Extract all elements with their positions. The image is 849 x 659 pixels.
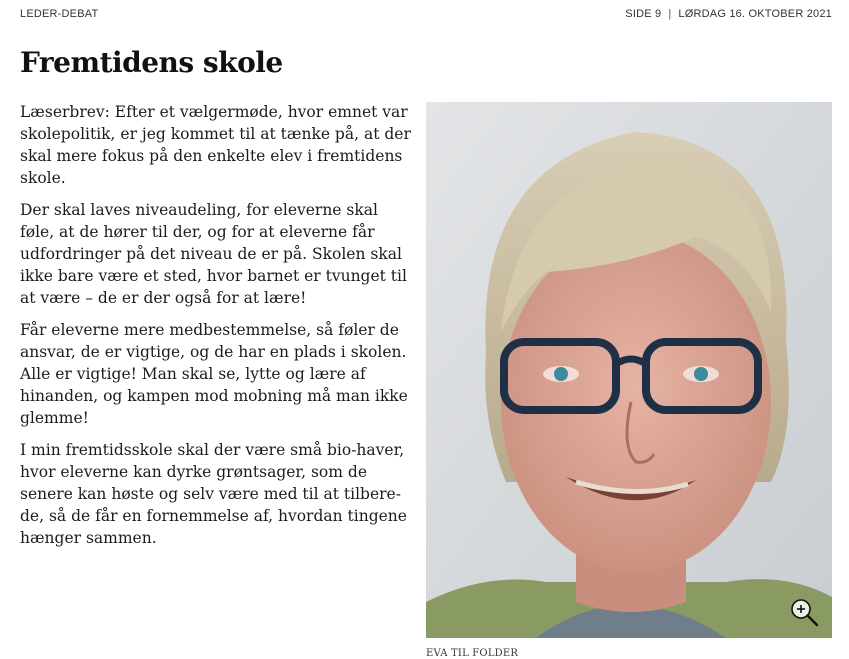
- page-info: [625, 8, 832, 20]
- article-paragraph: Får eleverne mere medbestemmelse, så føler de ansvar, de er vigtige, og de har en plads i skolen. Alle er vigtige! Man skal se, lytte og lære af hinanden, og kampen mod mobning må man ikke glemme!: [20, 321, 408, 427]
- page-number: SIDE 9: [625, 8, 662, 20]
- section-label: LEDER-DEBAT: [20, 8, 99, 20]
- portrait-illustration: [426, 102, 832, 638]
- article-headline: Fremtidens skole: [20, 46, 283, 79]
- publication-date: LØRDAG 16. OKTOBER 2021: [678, 8, 832, 20]
- article-body: [20, 101, 412, 559]
- article-photo[interactable]: [426, 102, 832, 638]
- page-header: [20, 8, 832, 24]
- article-paragraph: Læserbrev: Efter et vælgermøde, hvor emnet var skolepolitik, er jeg kommet til at tænke på, at der skal mere fokus på den enkelte elev i fremtidens skole.: [20, 103, 411, 187]
- zoom-in-button[interactable]: [788, 596, 820, 628]
- article-paragraph: I min fremtidsskole skal der være små bio-haver, hvor eleverne kan dyrke grøntsager, som de senere kan høste og selv være med til at tilberede, så de får en fornemmelse af, hvordan tingene hænger sammen.: [20, 441, 407, 547]
- article-paragraph: Der skal laves niveaudeling, for eleverne skal føle, at de hører til der, og for at eleverne får udfordringer på det niveau de er på. Skolen skal ikke bare være et sted, hvor barnet er tvunget til at være – de er der også for at lære!: [20, 201, 407, 307]
- photo-caption: EVA TIL FOLDER: [426, 648, 519, 659]
- header-separator: |: [668, 8, 672, 20]
- zoom-in-icon: [788, 596, 820, 628]
